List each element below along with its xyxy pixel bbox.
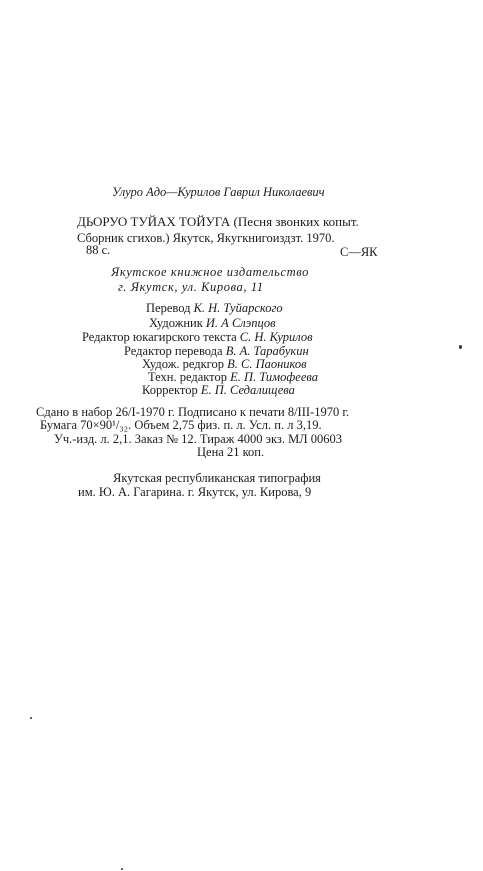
credit-art-editor	[142, 357, 307, 371]
classification-code: С—ЯК	[340, 245, 378, 259]
credit-proofreader	[142, 383, 295, 397]
credit-role: Редактор перевода	[124, 344, 223, 358]
page-count: 88 с.	[86, 243, 111, 257]
book-title-line: ДЬОРУО ТУЙАХ ТОЙУГА (Песня звонких копыт.	[77, 214, 359, 229]
credit-artist	[149, 316, 276, 330]
credit-person: Е. П. Тимофеева	[230, 370, 318, 384]
printer-name: Якутская республиканская типография	[113, 471, 321, 485]
imprint-paper: Бумага 70×90¹/₃₂. Объем 2,75 физ. п. л. Усл. п. л 3,19.	[40, 418, 322, 432]
credit-person: В. С. Паоников	[227, 357, 307, 371]
ink-speck	[30, 717, 32, 719]
credit-person: В. А. Тарабукин	[225, 344, 309, 358]
credit-yukaghir-editor	[82, 330, 313, 344]
credit-role: Худож. редкгор	[142, 357, 224, 371]
credit-translator	[146, 301, 283, 315]
printer-address: им. Ю. А. Гагарина. г. Якутск, ул. Кирова, 9	[78, 485, 312, 499]
credit-role: Перевод	[146, 301, 191, 315]
credit-role: Техн. редактор	[148, 370, 227, 384]
credit-person: И. А Слэпцов	[205, 316, 276, 330]
credit-tech-editor	[148, 370, 318, 384]
imprint-price: Цена 21 коп.	[197, 445, 265, 459]
credit-role: Редактор юкагирского текста	[82, 330, 237, 344]
credit-person: С. Н. Курилов	[239, 330, 313, 344]
publisher-address: г. Якутск, ул. Кирова, 11	[118, 280, 264, 294]
credit-translation-editor	[124, 344, 309, 358]
publisher-name: Якутское книжное издательство	[111, 265, 309, 279]
book-subtitle-line: Сборник сгихов.) Якутск, Якугкнигоиздзт. 1970.	[77, 231, 335, 245]
ink-speck	[121, 868, 123, 870]
imprint-print-run: Уч.-изд. л. 2,1. Заказ № 12. Тираж 4000 экз. МЛ 00603	[54, 432, 343, 446]
credit-role: Художник	[149, 316, 203, 330]
credit-role: Корректор	[142, 383, 198, 397]
imprint-dates: Сдано в набор 26/І-1970 г. Подписано к печати 8/III-1970 г.	[36, 405, 350, 419]
credit-person: К. Н. Туйарского	[193, 301, 283, 315]
author-line: Улуро Адо—Курилов Гаврил Николаевич	[112, 185, 325, 199]
credit-person: Е. П. Седалищева	[200, 383, 295, 397]
ink-speck	[459, 345, 462, 349]
